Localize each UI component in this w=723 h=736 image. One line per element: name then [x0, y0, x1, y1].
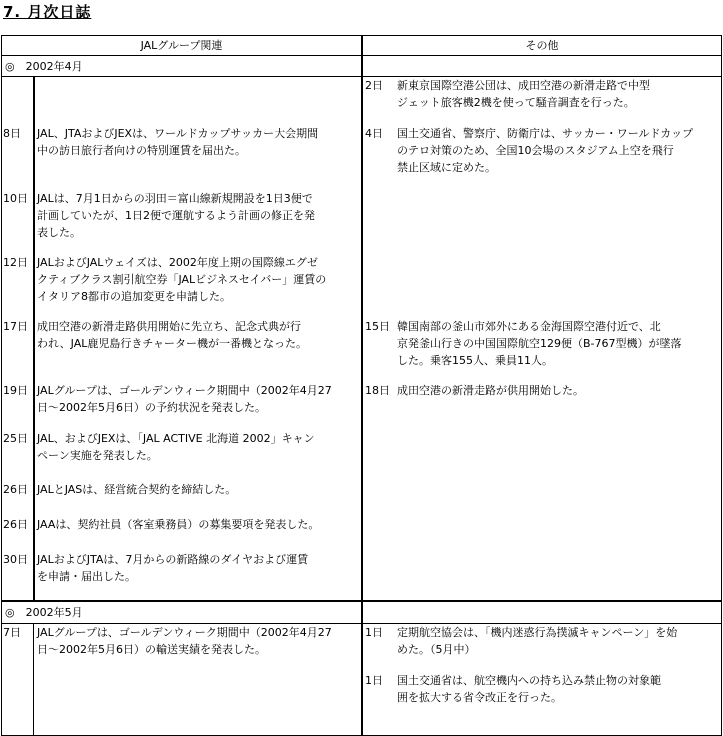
other-april-entry-day: 18日	[365, 384, 390, 397]
other-april-entry-text: 韓国南部の釜山市郊外にある金海国際空港付近で、北 京発釜山行きの中国国際航空129便（B-767型機）が墜落 した。乗客155人、乗員11人。	[397, 320, 682, 367]
jal-april-entry-text: JAAは、契約社員（客室乗務員）の募集要項を発表した。	[37, 518, 320, 531]
jal-april-entry-day: 25日	[3, 432, 28, 445]
header-jal-group: JALグループ関連	[140, 39, 223, 52]
jal-april-entry-day: 26日	[3, 483, 28, 496]
jal-april-entry-text: JALおよびJTAは、7月からの新路線のダイヤおよび運賃 を申請・届出した。	[37, 553, 309, 583]
other-april-entry-day: 2日	[365, 79, 383, 92]
jal-april-entry-day: 17日	[3, 320, 28, 333]
jal-april-entry-day: 8日	[3, 127, 21, 140]
jal-april-entry-day: 12日	[3, 256, 28, 269]
section-label-may: ◎ 2002年5月	[5, 606, 83, 619]
jal-april-entry-text: JAL、JTAおよびJEXは、ワールドカップサッカー大会期間 中の訪日旅行者向けの特別運賃を届出た。	[37, 127, 319, 157]
jal-may-entry-day: 7日	[3, 626, 21, 639]
jal-april-entry-day: 30日	[3, 553, 28, 566]
other-april-entry-text: 成田空港の新滑走路が供用開始した。	[397, 384, 584, 397]
other-may-entry-day: 1日	[365, 626, 383, 639]
table-left-border	[1, 35, 2, 736]
section-label-april: ◎ 2002年4月	[5, 60, 83, 73]
jal-april-entry-day: 19日	[3, 384, 28, 397]
other-may-entry-text: 定期航空協会は、「機内迷惑行為撲滅キャンペーン」を始 めた。（5月中）	[397, 626, 678, 656]
jal-april-entry-text: 成田空港の新滑走路供用開始に先立ち、記念式典が行 われ、JAL鹿児島行きチャーター機が一番機となった。	[37, 320, 308, 350]
other-april-entry-text: 国土交通省、警察庁、防衛庁は、サッカー・ワールドカップ のテロ対策のため、全国10会場のスタジアム上空を飛行 禁止区域に定めた。	[397, 127, 694, 174]
other-may-entry-text: 国土交通省は、航空機内への持ち込み禁止物の対象範 囲を拡大する省令改正を行った。	[397, 674, 661, 704]
jal-april-entry-text: JALおよびJALウェイズは、2002年度上期の国際線エグゼ クティブクラス割引航空券「JALビジネスセイバー」運賃の イタリア8都市の追加変更を申請した。	[37, 256, 327, 303]
table-right-border	[721, 35, 722, 736]
header-others: その他	[525, 39, 559, 52]
jal-april-entry-text: JALグループは、ゴールデンウィーク期間中（2002年4月27 日～2002年5月6日）の予約状況を発表した。	[37, 384, 332, 414]
other-may-entry-day: 1日	[365, 674, 383, 687]
jal-april-entry-day: 26日	[3, 518, 28, 531]
left-day-divider-may	[33, 623, 34, 735]
other-april-entry-day: 4日	[365, 127, 383, 140]
other-april-entry-text: 新東京国際空港公団は、成田空港の新滑走路で中型 ジェット旅客機2機を使って騒音調査を行った。	[397, 79, 650, 109]
jal-april-entry-text: JALとJASは、経営統合契約を締結した。	[37, 483, 237, 496]
page-title: 7. 月次日誌	[3, 3, 92, 21]
jal-april-entry-text: JAL、およびJEXは、「JAL ACTIVE 北海道 2002」キャン ペーン実施を発表した。	[37, 432, 315, 462]
jal-april-entry-text: JALは、7月1日からの羽田＝富山線新規開設を1日3便で 計画していたが、1日2便で運航するよう計画の修正を発 表した。	[37, 192, 315, 239]
jal-may-entry-text: JALグループは、ゴールデンウィーク期間中（2002年4月27 日～2002年5月6日）の輸送実績を発表した。	[37, 626, 332, 656]
left-day-divider-april	[33, 76, 35, 600]
column-divider	[361, 35, 363, 736]
jal-april-entry-day: 10日	[3, 192, 28, 205]
other-april-entry-day: 15日	[365, 320, 390, 333]
